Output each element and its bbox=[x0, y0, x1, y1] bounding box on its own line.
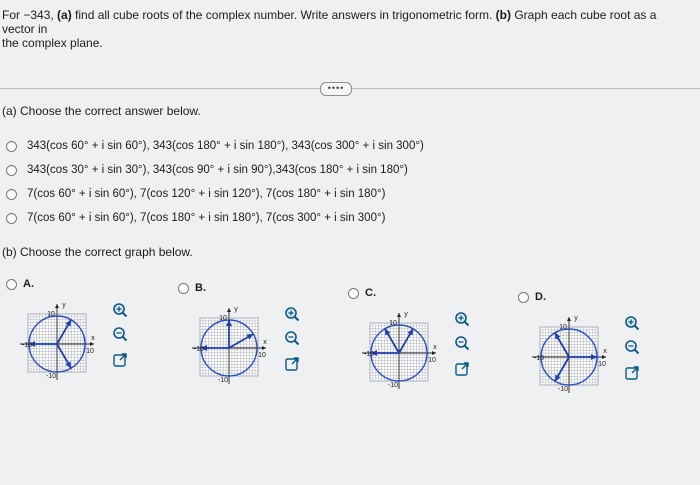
graph-option-header[interactable] bbox=[178, 282, 206, 294]
prompt-part-a-tag: (a) bbox=[57, 8, 72, 22]
x-tick-label: -10 bbox=[533, 355, 545, 362]
y-tick-label: 10 bbox=[219, 315, 227, 322]
y-axis-arrow bbox=[567, 317, 571, 321]
x-tick-label: 10 bbox=[258, 352, 266, 359]
question-prompt bbox=[2, 8, 692, 50]
part-b-label: (b) Choose the correct graph below. bbox=[2, 245, 193, 259]
answer-option-2[interactable] bbox=[6, 161, 408, 179]
prompt-text: Graph each cube root as a vector in bbox=[2, 8, 657, 36]
zoom-out-icon[interactable] bbox=[284, 330, 300, 346]
graph-option-letter: A. bbox=[23, 278, 34, 290]
answer-option-4[interactable] bbox=[6, 209, 385, 227]
y-axis-label: y bbox=[574, 315, 578, 322]
x-tick-label: -10 bbox=[363, 351, 375, 358]
y-axis-label: y bbox=[234, 306, 238, 313]
answer-option-3[interactable] bbox=[6, 185, 385, 203]
prompt-text: For −343, bbox=[2, 8, 58, 22]
graph-option-d[interactable] bbox=[518, 291, 668, 401]
graph-option-header[interactable] bbox=[6, 278, 34, 290]
graph-option-letter: B. bbox=[195, 282, 206, 294]
y-tick-label: -10 bbox=[217, 377, 229, 384]
x-tick-label: -10 bbox=[193, 346, 205, 353]
radio-button[interactable] bbox=[6, 165, 17, 176]
x-axis-label: x bbox=[603, 348, 607, 355]
x-axis-arrow bbox=[602, 355, 606, 359]
x-axis-arrow bbox=[432, 351, 436, 355]
x-axis-label: x bbox=[263, 339, 267, 346]
radio-button[interactable] bbox=[178, 283, 189, 294]
more-button[interactable]: •••• bbox=[320, 82, 352, 96]
zoom-out-icon[interactable] bbox=[624, 339, 640, 355]
y-tick-label: -10 bbox=[45, 373, 57, 380]
zoom-in-icon[interactable] bbox=[624, 315, 640, 331]
graph-option-b[interactable] bbox=[178, 282, 328, 392]
expand-icon[interactable] bbox=[624, 365, 640, 381]
zoom-in-icon[interactable] bbox=[112, 302, 128, 318]
y-tick-label: 10 bbox=[389, 320, 397, 327]
zoom-out-icon[interactable] bbox=[112, 326, 128, 342]
expand-icon[interactable] bbox=[284, 356, 300, 372]
complex-plane-graph bbox=[12, 300, 102, 382]
x-tick-label: -10 bbox=[21, 342, 33, 349]
part-a-label: (a) Choose the correct answer below. bbox=[2, 104, 201, 118]
radio-button[interactable] bbox=[6, 279, 17, 290]
x-axis-label: x bbox=[91, 335, 95, 342]
answer-option-text: 7(cos 60° + i sin 60°), 7(cos 180° + i sin 180°), 7(cos 300° + i sin 300°) bbox=[27, 212, 386, 224]
y-tick-label: -10 bbox=[387, 382, 399, 389]
radio-button[interactable] bbox=[6, 213, 17, 224]
y-axis-arrow bbox=[55, 304, 59, 308]
zoom-in-icon[interactable] bbox=[454, 311, 470, 327]
zoom-in-icon[interactable] bbox=[284, 306, 300, 322]
prompt-part-b-tag: (b) bbox=[495, 8, 511, 22]
y-axis-label: y bbox=[404, 311, 408, 318]
answer-option-text: 343(cos 60° + i sin 60°), 343(cos 180° + i sin 180°), 343(cos 300° + i sin 300°) bbox=[27, 140, 424, 152]
answer-option-1[interactable] bbox=[6, 137, 424, 155]
y-tick-label: 10 bbox=[47, 311, 55, 318]
y-tick-label: -10 bbox=[557, 386, 569, 393]
y-axis-arrow bbox=[227, 308, 231, 312]
answer-option-text: 7(cos 60° + i sin 60°), 7(cos 120° + i sin 120°), 7(cos 180° + i sin 180°) bbox=[27, 188, 386, 200]
y-tick-label: 10 bbox=[559, 324, 567, 331]
radio-button[interactable] bbox=[518, 292, 529, 303]
graph-option-letter: D. bbox=[535, 291, 546, 303]
expand-icon[interactable] bbox=[112, 352, 128, 368]
answer-option-text: 343(cos 30° + i sin 30°), 343(cos 90° + i sin 90°),343(cos 180° + i sin 180°) bbox=[27, 164, 408, 176]
expand-icon[interactable] bbox=[454, 361, 470, 377]
zoom-out-icon[interactable] bbox=[454, 335, 470, 351]
y-axis-arrow bbox=[397, 313, 401, 317]
radio-button[interactable] bbox=[6, 189, 17, 200]
x-axis-label: x bbox=[433, 344, 437, 351]
x-tick-label: 10 bbox=[86, 348, 94, 355]
complex-plane-graph bbox=[354, 309, 444, 391]
graph-option-header[interactable] bbox=[348, 287, 376, 299]
graph-option-header[interactable] bbox=[518, 291, 546, 303]
x-axis-arrow bbox=[262, 346, 266, 350]
x-tick-label: 10 bbox=[428, 357, 436, 364]
radio-button[interactable] bbox=[6, 141, 17, 152]
graph-option-c[interactable] bbox=[348, 287, 498, 397]
graph-option-a[interactable] bbox=[6, 278, 156, 388]
complex-plane-graph bbox=[524, 313, 614, 395]
graph-option-letter: C. bbox=[365, 287, 376, 299]
prompt-text: find all cube roots of the complex number. Write answers in trigonometric form. bbox=[71, 8, 496, 22]
complex-plane-graph bbox=[184, 304, 274, 386]
prompt-text: the complex plane. bbox=[2, 36, 103, 50]
y-axis-label: y bbox=[62, 302, 66, 309]
radio-button[interactable] bbox=[348, 288, 359, 299]
x-tick-label: 10 bbox=[598, 361, 606, 368]
x-axis-arrow bbox=[90, 342, 94, 346]
